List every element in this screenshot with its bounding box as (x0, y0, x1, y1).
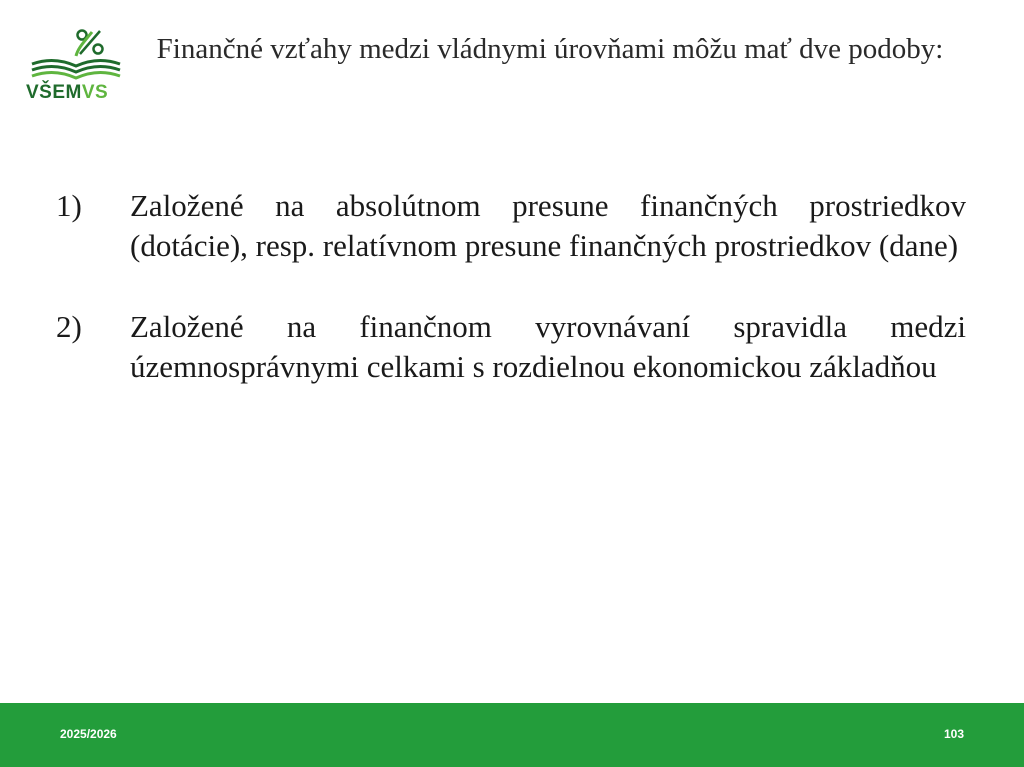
footer-year: 2025/2026 (60, 727, 117, 741)
list-item-number: 1) (56, 188, 82, 223)
list-item (56, 186, 966, 266)
logo-text-part1: VŠEM (26, 82, 82, 103)
list-item-text: Založené na absolútnom presune finančných prostriedkov (dotácie), resp. relatívnom presune finančných prostriedkov (dane) (130, 188, 966, 263)
numbered-list (56, 186, 966, 428)
percent-book-icon (26, 26, 126, 82)
list-item (56, 307, 966, 387)
page-number: 103 (943, 727, 964, 741)
list-item-text: Založené na finančnom vyrovnávaní spravidla medzi územnosprávnymi celkami s rozdielnou ekonomickou základňou (130, 309, 966, 384)
slide-title: Finančné vzťahy medzi vládnymi úrovňami môžu mať dve podoby: (156, 33, 944, 65)
footer-bar (0, 703, 1024, 767)
logo-text-part2: VS (81, 82, 109, 103)
list-item-number: 2) (56, 309, 82, 344)
logo-text (26, 82, 126, 104)
logo (26, 26, 126, 106)
